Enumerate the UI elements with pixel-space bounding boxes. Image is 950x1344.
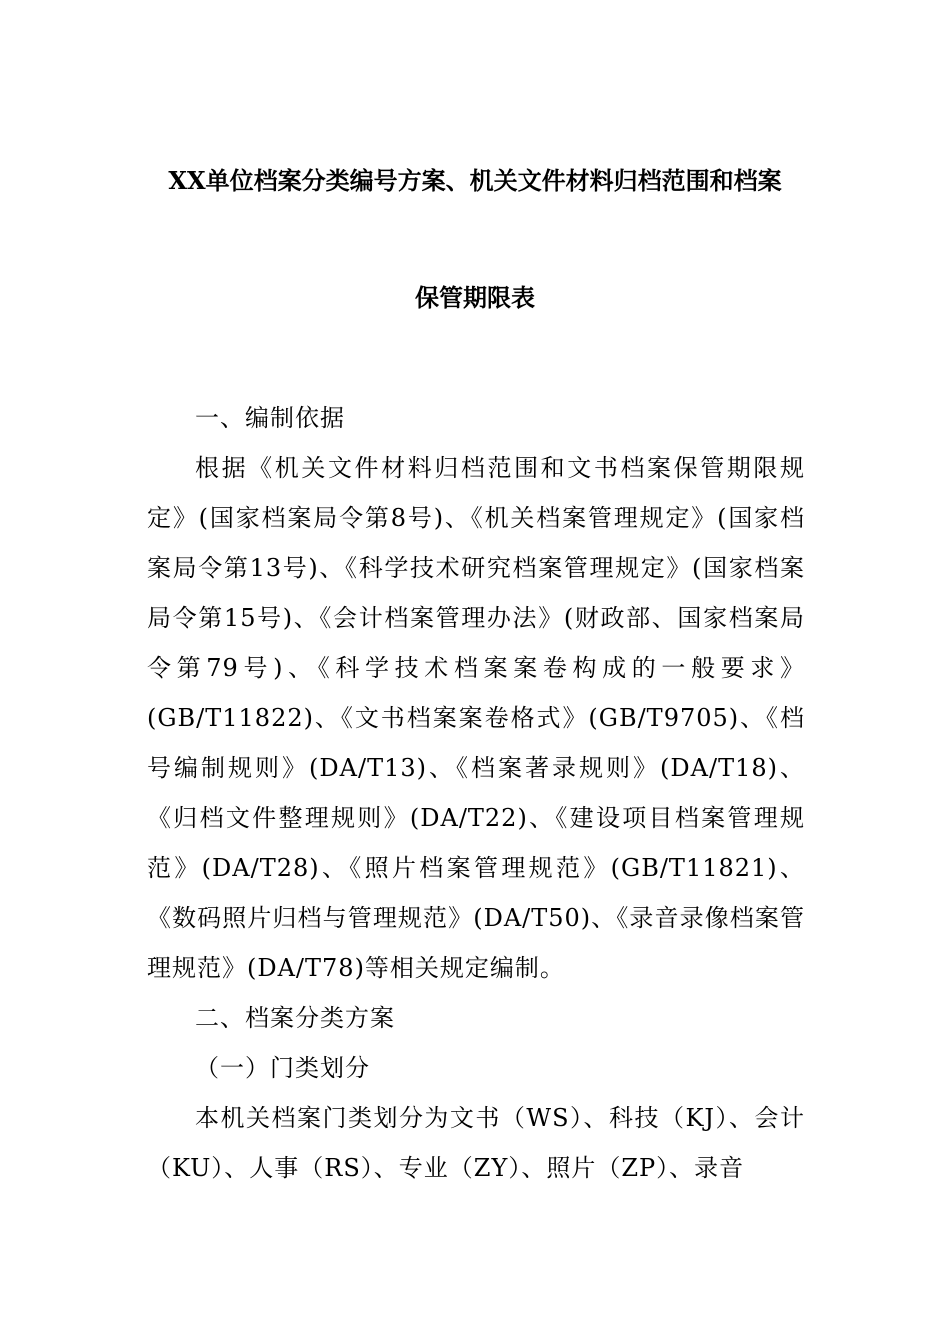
section-2-heading: 二、档案分类方案 <box>195 1004 395 1032</box>
document-title-line-2: 保管期限表 <box>415 283 535 312</box>
document-title-line-1: XX单位档案分类编号方案、机关文件材料归档范围和档案 <box>168 166 782 195</box>
subsection-1-heading: （一）门类划分 <box>195 1054 370 1082</box>
section-1-paragraph: 根据《机关文件材料归档范围和文书档案保管期限规定》(国家档案局令第8号)、《机关档案管理规定》(国家档案局令第13号)、《科学技术研究档案管理规定》(国家档案局令第15号)、《会计档案管理办法》(财政部、国家档案局令第79号)、《科学技术档案案卷构成的一般要求》(GB/T11822)、《文书档案案卷格式》(GB/T9705)、《档号编制规则》(DA/T13)、《档案著录规则》(DA/T18)、《归档文件整理规则》(DA/T22)、《建设项目档案管理规范》(DA/T28)、《照片档案管理规范》(GB/T11821)、《数码照片归档与管理规范》(DA/T50)、《录音录像档案管理规范》(DA/T78)等相关规定编制。 <box>147 454 805 982</box>
document-body <box>147 393 805 1193</box>
subsection-1-paragraph: 本机关档案门类划分为文书（WS）、科技（KJ）、会计（KU）、人事（RS）、专业（ZY）、照片（ZP）、录音 <box>147 1104 805 1182</box>
section-1-heading: 一、编制依据 <box>195 404 345 432</box>
